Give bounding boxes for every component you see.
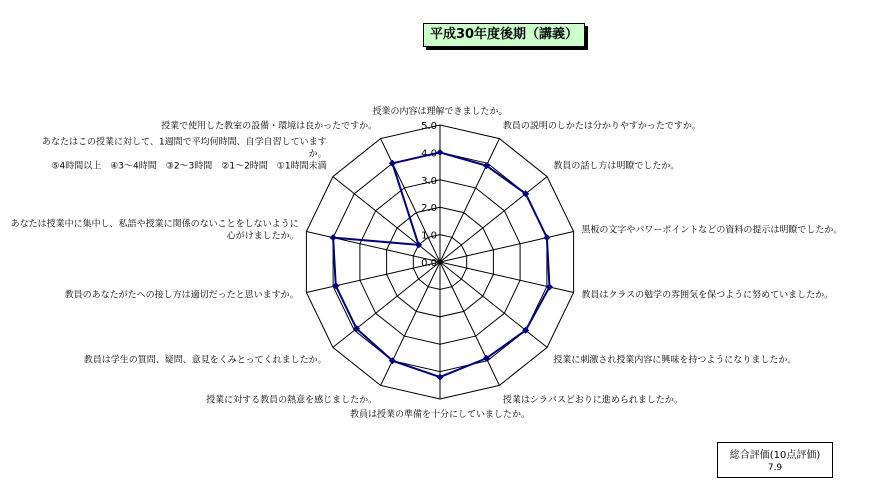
category-label-3: [553, 160, 679, 172]
category-label-line: 心がけましたか。: [226, 231, 299, 242]
category-label-6: [553, 353, 796, 365]
category-label-5: [581, 288, 833, 300]
category-label-line: 黒板の文字やパワーポイントなどの資料の提示は明瞭でしたか。: [581, 225, 843, 236]
category-label-line: 授業はシラバスどおりに進められましたか。: [502, 395, 683, 406]
category-label-line: 教員の話し方は明瞭でしたか。: [553, 161, 680, 172]
category-label-7: [503, 394, 683, 406]
tick-label-2.0: 2.0: [421, 203, 437, 215]
category-label-13: [42, 136, 327, 172]
spoke-5: [440, 262, 574, 293]
category-label-4: [581, 224, 842, 236]
overall-score-label: 総合評価(10点評価): [729, 450, 821, 461]
category-label-8: [350, 408, 530, 420]
overall-score-value: 7.9: [767, 463, 783, 473]
tick-label-5.0: 5.0: [421, 121, 437, 132]
data-point-8: [437, 374, 444, 381]
category-label-line: か。: [308, 149, 327, 160]
category-label-9: [206, 394, 377, 406]
category-label-line: 教員は学生の質問、疑問、意見をくみとってくれましたか。: [83, 355, 327, 366]
category-label-line: 授業に刺激され授業内容に興味を持つようになりましたか。: [553, 355, 797, 366]
tick-label-3.0: 3.0: [421, 175, 437, 187]
spoke-4: [440, 232, 574, 263]
category-label-14: [161, 119, 377, 131]
radar-tick-labels: [421, 121, 437, 269]
data-point-1: [437, 149, 444, 156]
category-label-12: [11, 218, 299, 242]
category-label-line: あなたはこの授業に対して、1週間で平均何時間、自学自習しています: [42, 137, 327, 148]
category-label-line: 教員の説明のしかたは分かりやすかったですか。: [502, 121, 701, 132]
category-label-line: あなたは授業中に集中し、私語や授業に関係のないことをしないように: [10, 219, 299, 230]
category-label-10: [84, 353, 327, 365]
tick-label-4.0: 4.0: [421, 148, 437, 160]
spoke-11: [306, 262, 440, 293]
category-label-line: ⑤4時間以上 ④3～4時間 ③2～3時間 ②1～2時間 ①1時間未満: [51, 161, 327, 172]
category-label-1: [372, 105, 507, 117]
tick-label-1.0: 1.0: [421, 230, 437, 242]
data-point-4: [543, 234, 550, 241]
overall-score-box: [717, 442, 833, 478]
category-label-11: [65, 288, 299, 300]
category-label-line: 授業に対する教員の熱意を感じましたか。: [206, 395, 378, 406]
category-label-line: 授業の内容は理解できましたか。: [372, 107, 508, 117]
data-point-12: [330, 234, 337, 241]
category-label-line: 教員のあなたがたへの接し方は適切だったと思いますか。: [64, 290, 299, 301]
category-label-2: [503, 119, 701, 131]
chart-title: 平成30年度後期（講義）: [423, 23, 585, 47]
category-label-line: 授業で使用した教室の設備・環境は良かったですか。: [161, 121, 378, 132]
category-label-line: 教員は授業の準備を十分にしていましたか。: [349, 410, 531, 420]
category-label-line: 教員はクラスの勉学の雰囲気を保つように努めていましたか。: [581, 290, 834, 301]
tick-label-0.0: 0.0: [421, 258, 437, 269]
